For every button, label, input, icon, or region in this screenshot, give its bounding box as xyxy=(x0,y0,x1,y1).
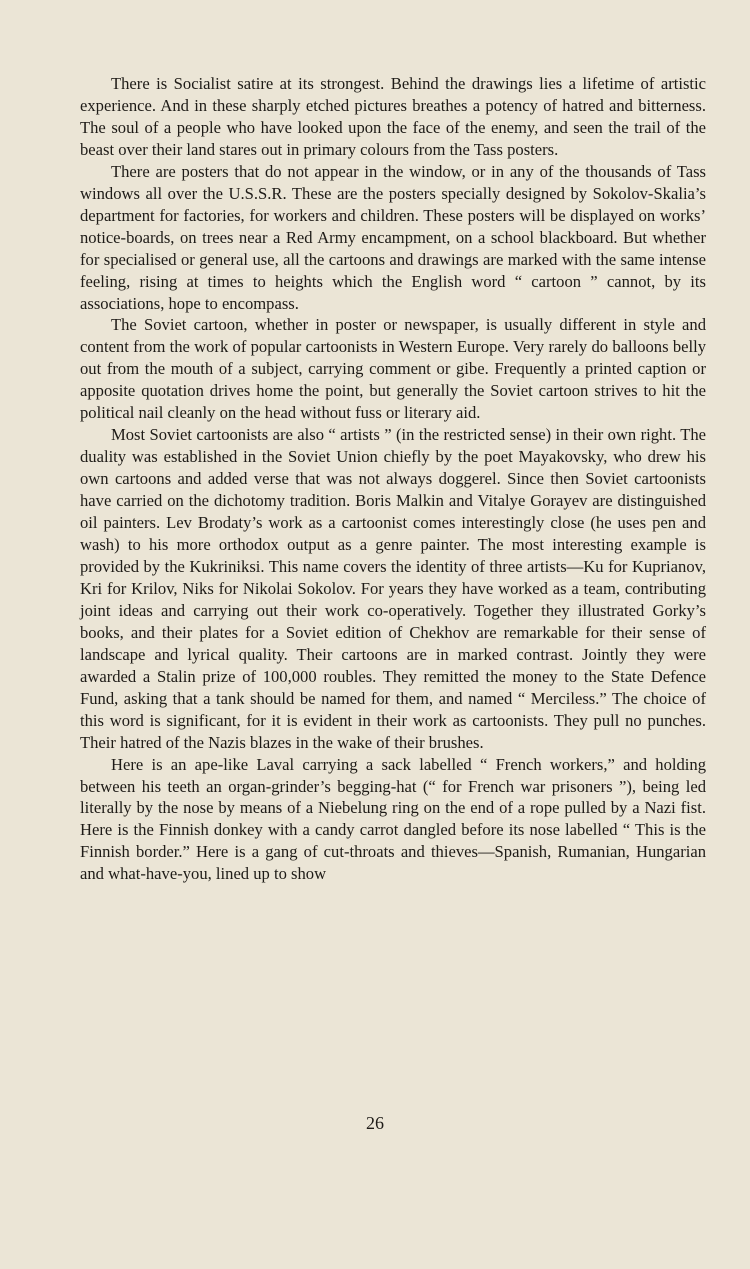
paragraph-2: There are posters that do not appear in the window, or in any of the thousands of Tass windows all over the U.S.S.R. These are the posters specially designed by Sokolov-Skalia’s department for factories, for workers and children. These posters will be displayed on works’ notice-boards, on trees near a Red Army encampment, on a school blackboard. But whether for specialised or general use, all the cartoons and drawings are marked with the same intense feeling, rising at times to heights which the English word “ cartoon ” cannot, by its associations, hope to encompass. xyxy=(80,161,706,313)
paragraph-1: There is Socialist satire at its strongest. Behind the drawings lies a lifetime of artistic experience. And in these sharply etched pictures breathes a potency of hatred and bitterness. The soul of a people who have looked upon the face of the enemy, and seen the trail of the beast over their land stares out in primary colours from the Tass posters. xyxy=(80,74,706,159)
body-text xyxy=(80,73,706,885)
paragraph-3: The Soviet cartoon, whether in poster or newspaper, is usually different in style and content from the work of popular cartoonists in Western Europe. Very rarely do balloons belly out from the mouth of a subject, carrying comment or gibe. Frequently a printed caption or apposite quotation drives home the point, but generally the Soviet cartoon strives to hit the political nail cleanly on the head without fuss or literary aid. xyxy=(80,315,706,423)
paragraph-4: Most Soviet cartoonists are also “ artists ” (in the restricted sense) in their own right. The duality was established in the Soviet Union chiefly by the poet Mayakovsky, who drew his own cartoons and added verse that was not always doggerel. Since then Soviet cartoonists have carried on the dichotomy tradition. Boris Malkin and Vitalye Gorayev are distinguished oil painters. Lev Brodaty’s work as a cartoonist comes interestingly close (he uses pen and wash) to his more orthodox output as a genre painter. The most interesting example is provided by the Kukriniksi. This name covers the identity of three artists—Ku for Kuprianov, Kri for Krilov, Niks for Nikolai Sokolov. For years they have worked as a team, contributing joint ideas and carrying out their work co-operatively. Together they illustrated Gorky’s books, and their plates for a Soviet edition of Chekhov are remarkable for their sense of landscape and lyrical quality. Their cartoons are in marked contrast. Jointly they were awarded a Stalin prize of 100,000 roubles. They remitted the money to the State Defence Fund, asking that a tank should be named for them, and named “ Merciless.” The choice of this word is significant, for it is evident in their work as cartoonists. They pull no punches. Their hatred of the Nazis blazes in the wake of their brushes. xyxy=(80,425,706,752)
page-number: 26 xyxy=(366,1113,384,1133)
paragraph-5: Here is an ape-like Laval carrying a sack labelled “ French workers,” and holding between his teeth an organ-grinder’s begging-hat (“ for French war prisoners ”), being led literally by the nose by means of a Niebelung ring on the end of a rope pulled by a Nazi fist. Here is the Finnish donkey with a candy carrot dangled before its nose labelled “ This is the Finnish border.” Here is a gang of cut-throats and thieves—Spanish, Rumanian, Hungarian and what-have-you, lined up to show xyxy=(80,754,706,884)
